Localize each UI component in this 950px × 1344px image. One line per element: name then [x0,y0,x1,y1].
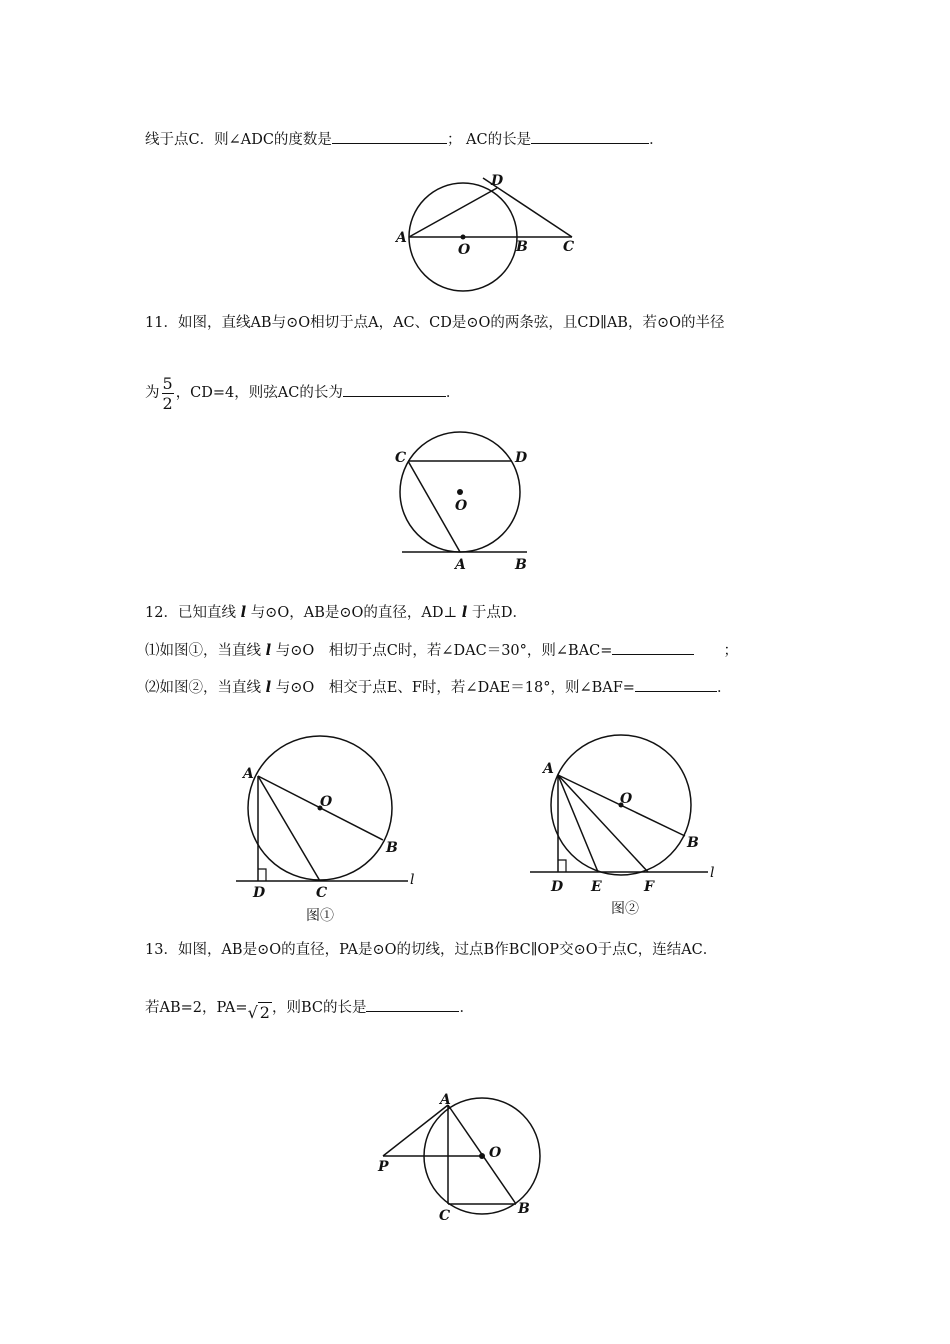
q12-p2-post: 与⊙O 相交于点E、F时，若∠DAE＝18°，则∠BAF= [275,680,635,696]
q11-figure [390,430,540,575]
q11-fraction [162,374,174,413]
q11-line2 [145,373,460,413]
fig2-label-e: E [591,879,602,895]
fig1-label-a: A [243,766,254,782]
q13-post: ，则BC的长是 [271,1000,367,1016]
fig2-line-af [558,775,648,872]
q12-post: 与⊙O，AB是⊙O的直径，AD⊥ [250,605,458,621]
q12-figure-1 [230,730,430,930]
q11-label-c: C [395,450,407,466]
q10-label-o: O [458,242,471,258]
q10-sep: ； AC的长是 [446,132,532,148]
fig1-label-b: B [386,840,398,856]
q10-figure [380,165,600,265]
q12-blank-1[interactable] [612,639,694,655]
q13-pre: 若AB=2，PA= [145,1000,248,1016]
fig1-label-l: l [410,872,415,888]
q12-end: 于点D． [471,605,527,621]
q10-blank-1[interactable] [332,128,447,144]
q13-line2 [145,996,474,1023]
q11-post: ，CD=4，则弦AC的长为 [175,385,343,401]
q13-sqrt: √ 2 [247,1003,270,1022]
q10-text [145,128,664,150]
q13-blank[interactable] [366,996,459,1012]
q10-end: ． [649,132,664,148]
q10-line-ad [409,188,497,237]
q12-l-2: l [461,604,468,621]
q12-figure-2 [525,725,725,920]
q11-frac-den: 2 [162,393,173,413]
fig1-label-o: O [320,794,333,810]
fig2-caption: 图② [611,901,639,917]
q10-line: 线于点C．则∠ADC的度数是 [145,132,332,148]
fig1-label-c: C [316,885,328,901]
q12-p2-pre: ⑵如图②，当直线 [145,680,261,696]
q13-tangent-pa [383,1105,448,1156]
q12-l-4: l [265,679,272,696]
fig2-label-l: l [710,865,715,881]
q13-line1: 13．如图，AB是⊙O的直径，PA是⊙O的切线，过点B作BC∥OP交⊙O于点C，连结AC． [145,942,718,958]
q11-pre: 为 [145,385,160,401]
fig2-label-b: B [687,835,699,851]
q12-p1-pre: ⑴如图①，当直线 [145,643,261,659]
q11-end: ． [445,385,461,401]
q10-blank-2[interactable] [531,128,649,144]
q13-label-p: P [378,1159,389,1175]
fig2-label-a: A [543,761,554,777]
q12-line1 [145,603,527,623]
q12-p1-end: ； [723,643,738,659]
fig1-right-angle [258,869,266,881]
fig1-label-d: D [253,885,266,901]
q10-label-c: C [563,239,575,255]
q11-center-dot [457,489,463,495]
q11-label-d: D [515,450,528,466]
q10-center-dot [461,235,466,240]
q13-end: ． [459,1000,474,1016]
q12-l-3: l [265,642,272,659]
q10-label-d: D [491,173,504,189]
fig2-label-f: F [644,879,654,895]
q10-label-a: A [396,230,407,246]
q12-p1-post: 与⊙O 相切于点C时，若∠DAC＝30°，则∠BAC= [275,643,613,659]
q10-label-b: B [516,239,528,255]
q13-figure [370,1088,540,1223]
fig2-line-ae [558,775,598,872]
q11-blank[interactable] [343,381,446,397]
q11-chord-ca [408,461,460,552]
fig2-right-angle [558,860,566,872]
q12-p2-end: ． [716,680,732,696]
q12-pre: 12．已知直线 [145,605,236,621]
q11-line1: 11．如图，直线AB与⊙O相切于点A，AC、CD是⊙O的两条弦，且CD∥AB，若⊙O的半径 [145,315,725,331]
q11-label-o: O [455,498,468,514]
q11-frac-num: 5 [162,373,173,393]
q12-l-1: l [240,604,247,621]
q13-label-c: C [439,1208,451,1224]
q13-label-o: O [489,1145,502,1161]
q12-part2 [145,676,731,698]
q13-label-a: A [440,1092,451,1108]
q11-label-b: B [515,557,527,573]
q12-blank-2[interactable] [635,676,717,692]
q13-label-b: B [518,1201,530,1217]
q11-label-a: A [455,557,466,573]
fig2-label-d: D [551,879,564,895]
q12-part1 [145,639,738,661]
q13-center-dot [479,1153,485,1159]
fig1-caption: 图① [306,908,334,924]
fig2-label-o: O [620,791,633,807]
q13-sqrt-val: 2 [259,1003,270,1022]
